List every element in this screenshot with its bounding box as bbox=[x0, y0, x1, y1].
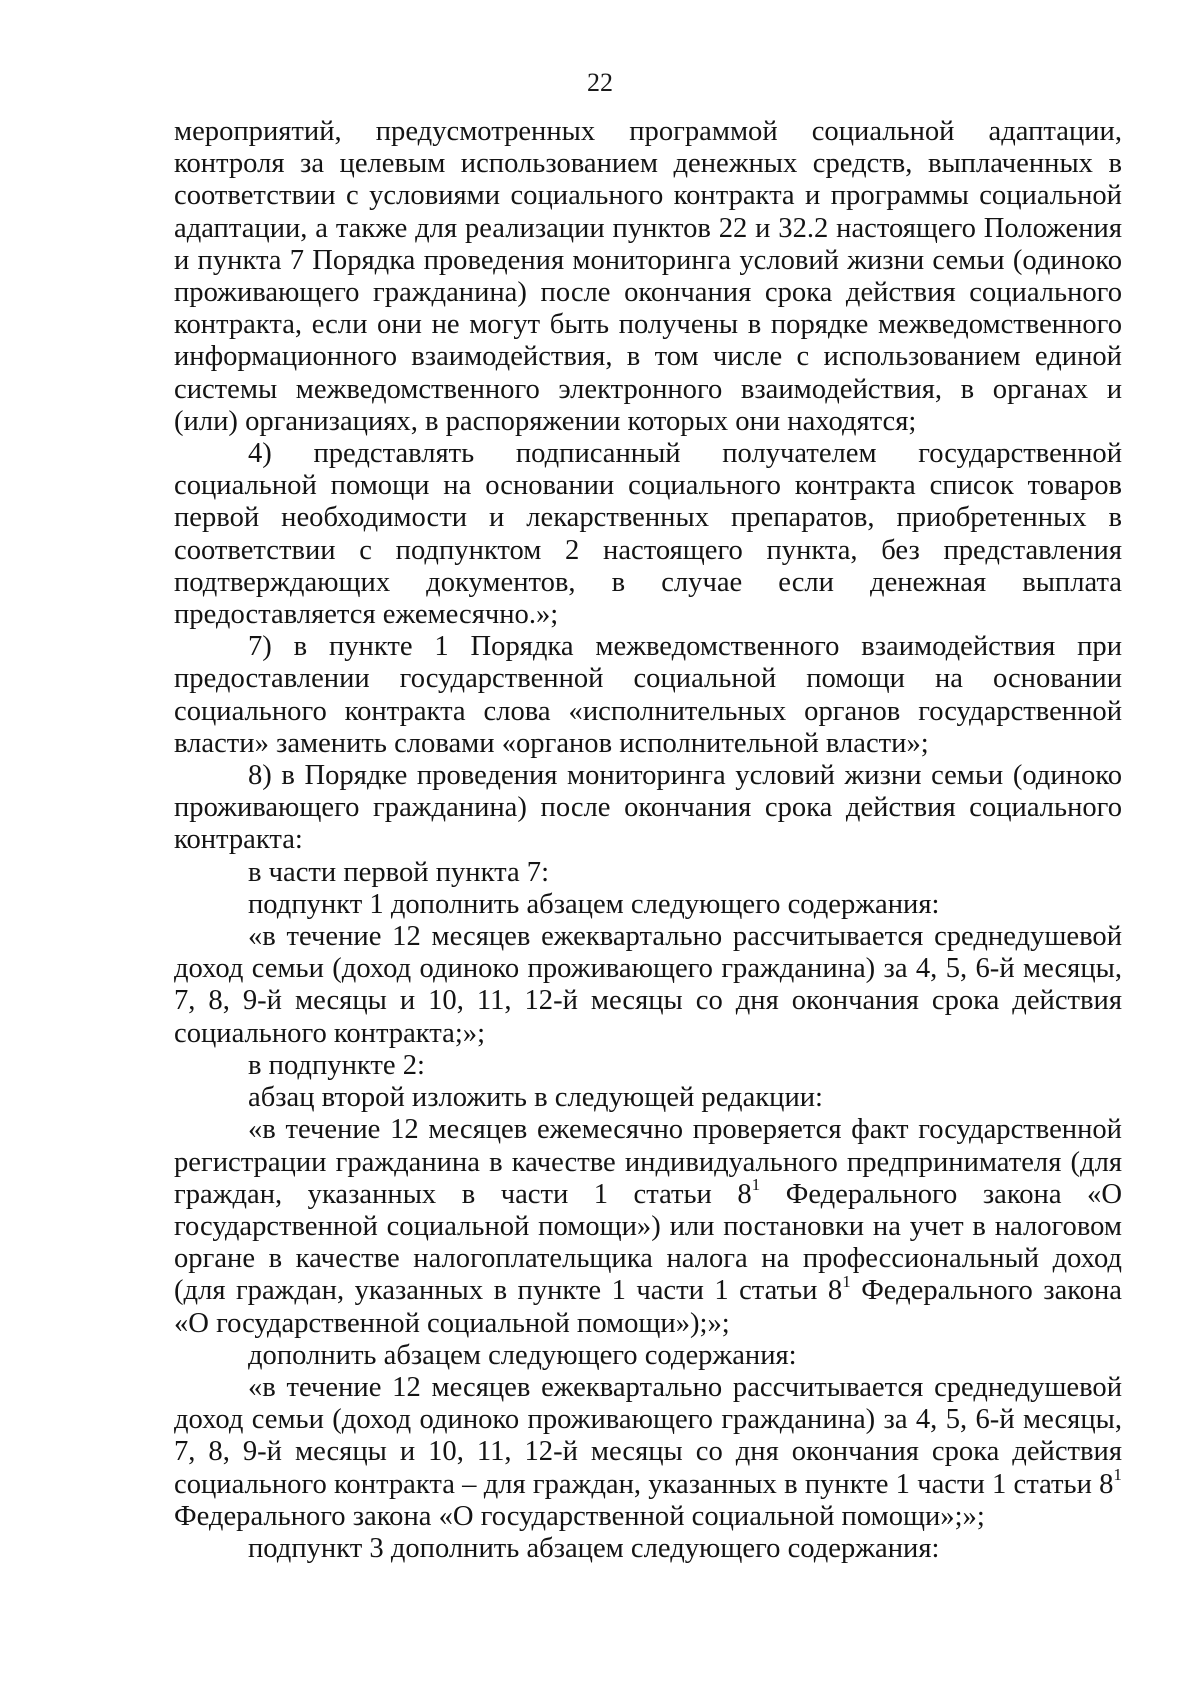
paragraph-in-subpoint-2: в подпункте 2: bbox=[248, 1049, 425, 1081]
paragraph-second-abzac: абзац второй изложить в следующей редакции: bbox=[248, 1082, 824, 1114]
paragraph-item-4: 4) представлять подписанный получателем государственной социальной помощи на основании социального контракта список товаров первой необходимости и лекарственных препаратов, приобретенных в соответствии с подпунктом 2 настоящего пункта, без представления подтверждающих документов, в случае если денежная выплата предоставляется ежемесячно.»; bbox=[174, 438, 1122, 631]
paragraph-subpoint-3: подпункт 3 дополнить абзацем следующего содержания: bbox=[248, 1532, 940, 1564]
paragraph-quote-quarterly-1: «в течение 12 месяцев ежеквартально рассчитывается среднедушевой доход семьи (доход одиноко проживающего гражданина) за 4, 5, 6-й месяцы, 7, 8, 9-й месяцы и 10, 11, 12-й месяцы со дня окончания срока действия социального контракта;»; bbox=[174, 921, 1122, 1049]
text-segment: «в течение 12 месяцев ежеквартально рассчитывается среднедушевой доход семьи (доход одиноко проживающего гражданина) за 4, 5, 6-й месяцы, 7, 8, 9-й месяцы и 10, 11, 12-й месяцы со дня окончания срока действия социального контракта – для граждан, указанных в пункте 1 части 1 статьи 8 bbox=[174, 1371, 1122, 1500]
paragraph-supplement: дополнить абзацем следующего содержания: bbox=[248, 1339, 797, 1371]
paragraph-quote-quarterly-2 bbox=[174, 1372, 1122, 1533]
paragraph-continuation: мероприятий, предусмотренных программой социальной адаптации, контроля за целевым использованием денежных средств, выплаченных в соответствии с условиями социального контракта и программы социальной адаптации, а также для реализации пунктов 22 и 32.2 настоящего Положения и пункта 7 Порядка проведения мониторинга условий жизни семьи (одиноко проживающего гражданина) после окончания срока действия социального контракта, если они не могут быть получены в порядке межведомственного информационного взаимодействия, в том числе с использованием единой системы межведомственного электронного взаимодействия, в органах и (или) организациях, в распоряжении которых они находятся; bbox=[174, 116, 1122, 437]
page-number: 22 bbox=[587, 68, 613, 97]
text-segment: Федерального закона «О государственной социальной помощи») или постановки на учет в налоговом органе в качестве налогоплательщика налога на профессиональный доход (для граждан, указанных в пункте 1 части 1 статьи 8 bbox=[174, 1178, 1122, 1307]
text-segment: Федерального закона «О государственной социальной помощи»;»; bbox=[174, 1500, 985, 1532]
paragraph-item-8: 8) в Порядке проведения мониторинга условий жизни семьи (одиноко проживающего гражданина) после окончания срока действия социального контракта: bbox=[174, 760, 1122, 856]
superscript: 1 bbox=[1113, 1465, 1122, 1485]
paragraph-part-one-point-7: в части первой пункта 7: bbox=[248, 856, 550, 888]
text-segment: Федерального закона «О государственной социальной помощи»);»; bbox=[174, 1275, 1122, 1339]
superscript: 1 bbox=[842, 1272, 851, 1292]
document-body bbox=[174, 116, 1122, 1565]
paragraph-item-7: 7) в пункте 1 Порядка межведомственного взаимодействия при предоставлении государственной социальной помощи на основании социального контракта слова «исполнительных органов государственной власти» заменить словами «органов исполнительной власти»; bbox=[174, 631, 1122, 759]
text-segment: «в течение 12 месяцев ежемесячно проверяется факт государственной регистрации гражданина в качестве индивидуального предпринимателя (для граждан, указанных в части 1 статьи 8 bbox=[174, 1114, 1122, 1210]
paragraph-subpoint-1: подпункт 1 дополнить абзацем следующего содержания: bbox=[248, 888, 940, 920]
superscript: 1 bbox=[751, 1175, 761, 1195]
paragraph-quote-monthly-check bbox=[174, 1114, 1122, 1339]
